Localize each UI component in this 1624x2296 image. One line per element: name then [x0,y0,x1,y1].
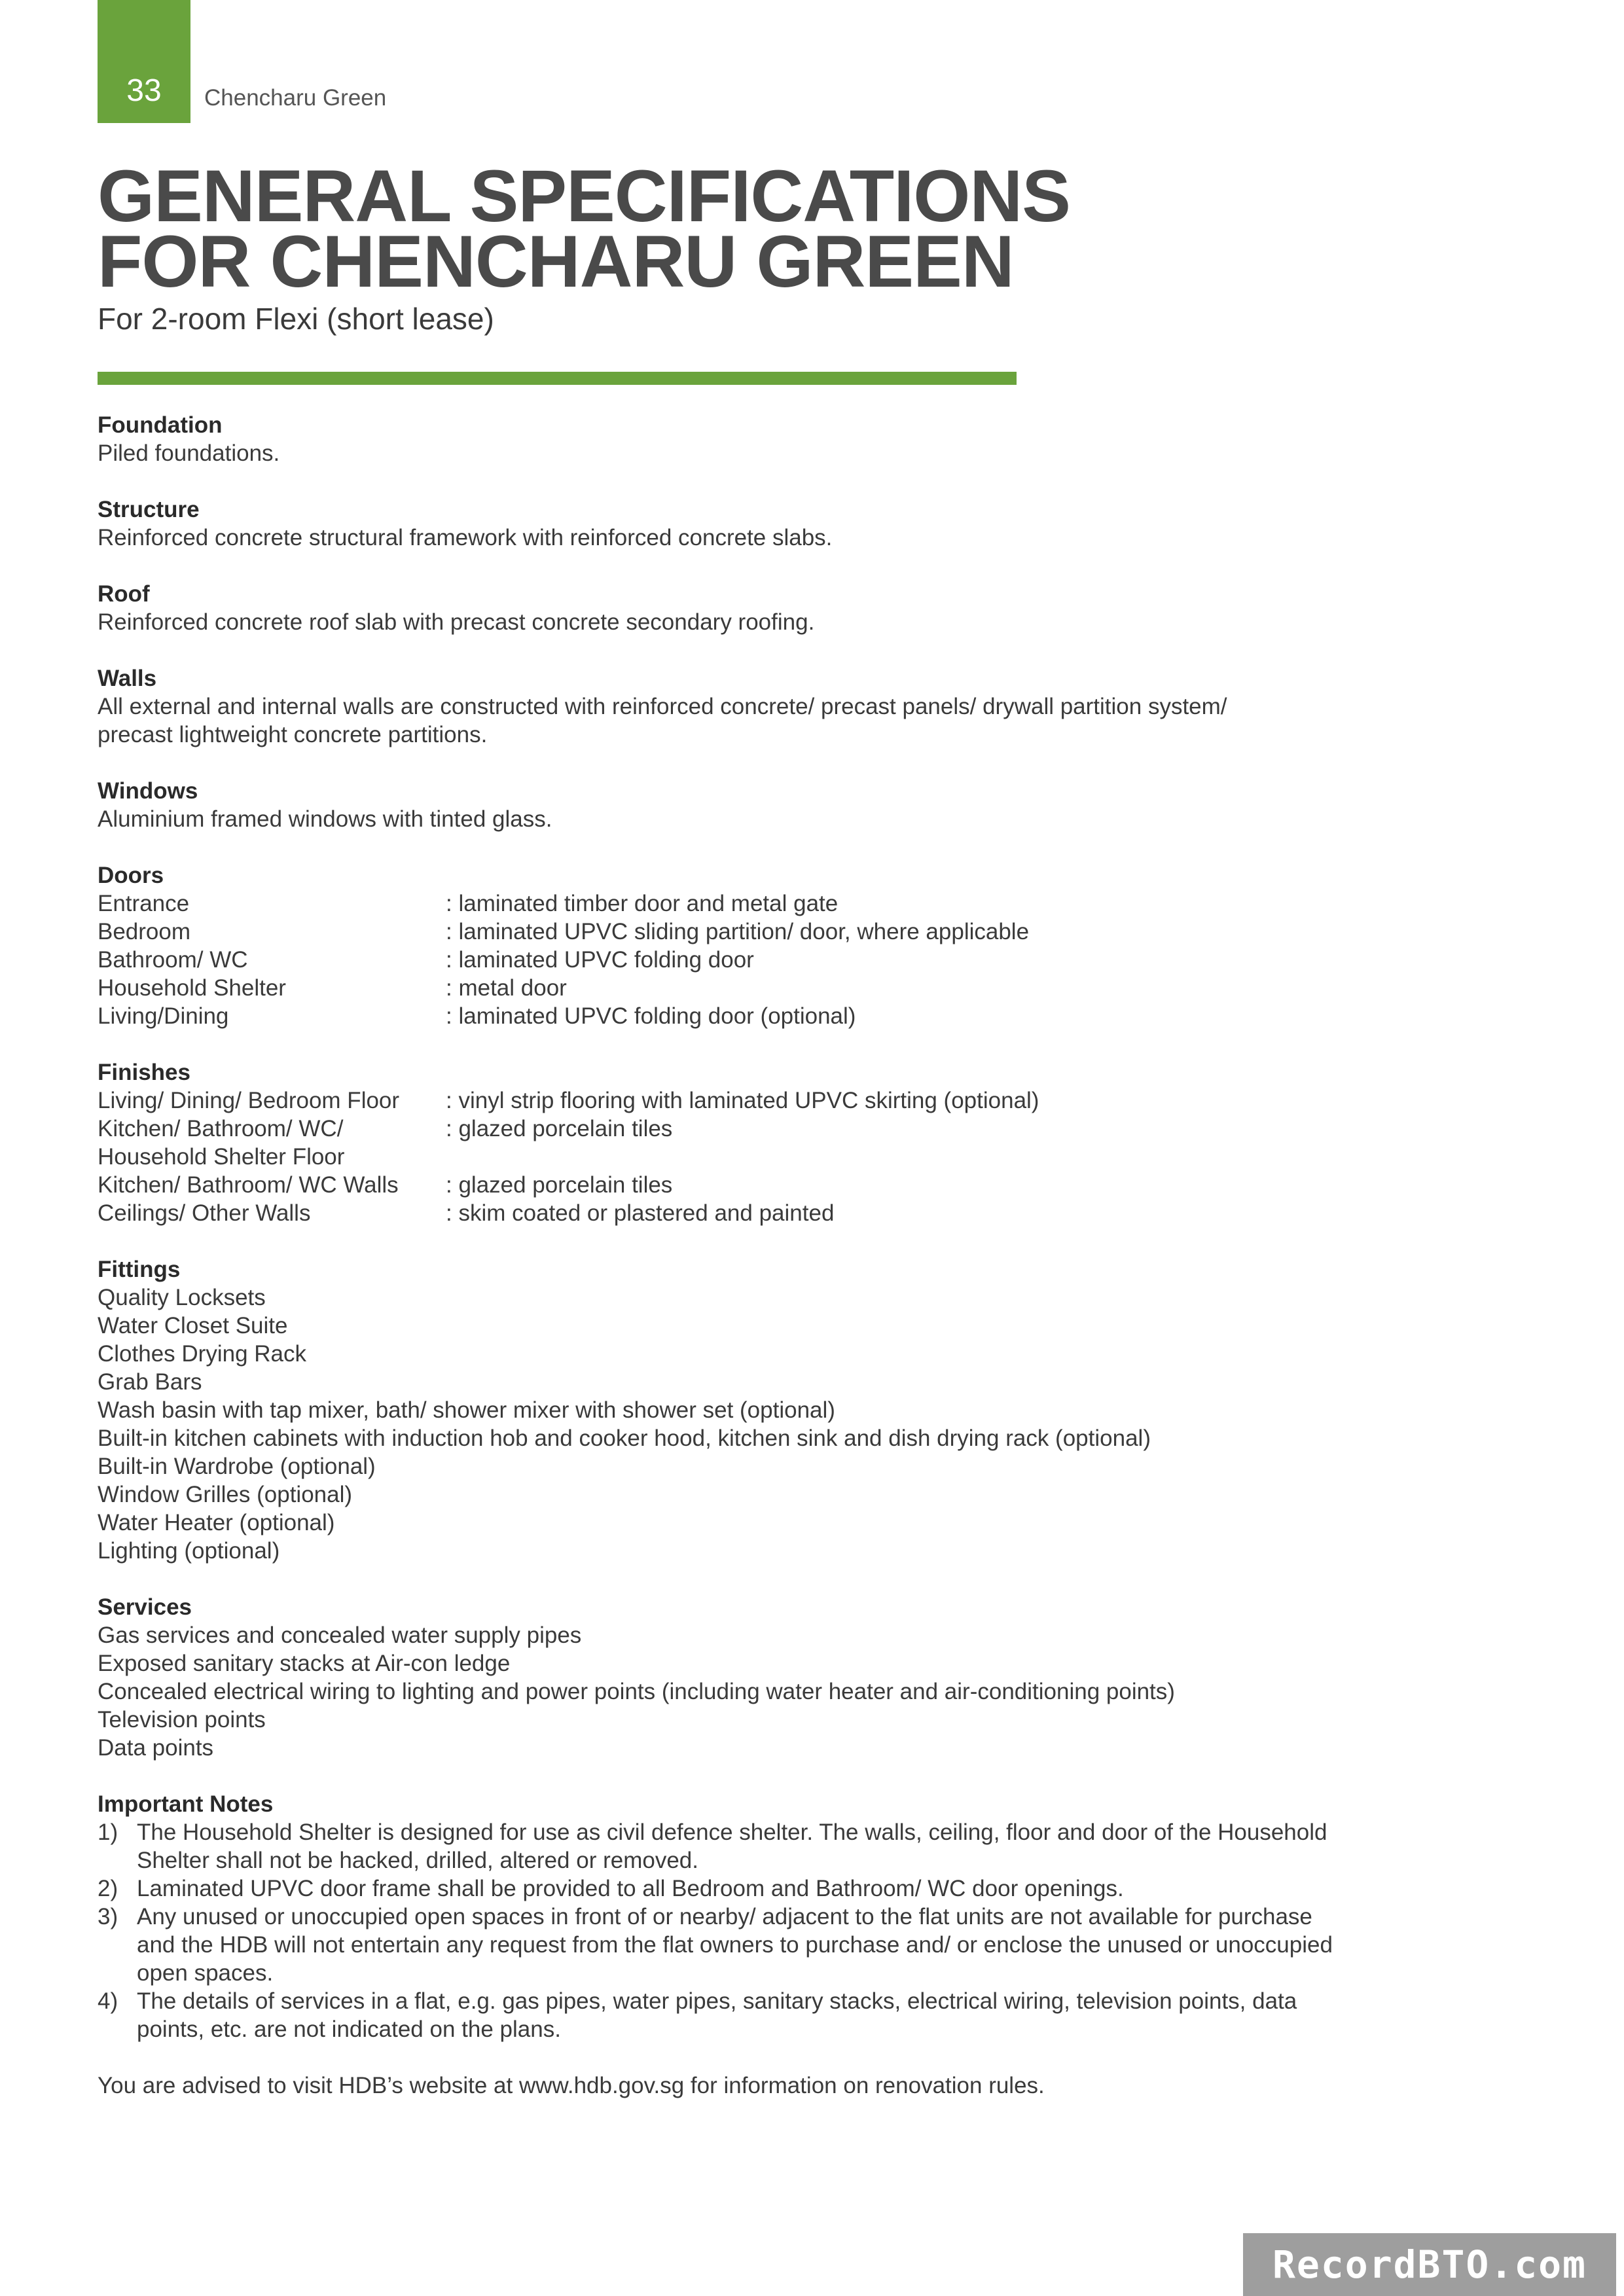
spec-value: : metal door [446,975,567,1001]
list-item: Concealed electrical wiring to lighting and power points (including water heater and air-conditioning points) [98,1679,1175,1704]
note-text: Laminated UPVC door frame shall be provided to all Bedroom and Bathroom/ WC door openings. [137,1876,1124,1901]
note-number: 4) [98,1988,118,2014]
note-number: 2) [98,1876,118,1901]
spec-row [98,1002,1407,1030]
note-item [98,1987,1407,2043]
important-notes-section [98,1790,1407,2043]
section-text-line: All external and internal walls are constructed with reinforced concrete/ precast panels/ drywall partition system/ [98,694,1227,719]
page-number-tab [98,0,190,123]
note-text: The Household Shelter is designed for use as civil defence shelter. The walls, ceiling, floor and door of the Household Shelter shall not be hacked, drilled, altered or removed. [137,1820,1327,1873]
list-item: Clothes Drying Rack [98,1341,306,1367]
list-item: Gas services and concealed water supply pipes [98,1623,582,1648]
spec-label: Ceilings/ Other Walls [98,1200,311,1226]
list-item: Water Closet Suite [98,1313,288,1338]
spec-label: Living/ Dining/ Bedroom Floor [98,1088,400,1113]
section-text: Reinforced concrete structural framework with reinforced concrete slabs. [98,525,833,550]
specifications-body [98,411,1407,2100]
spec-value: : glazed porcelain tiles [446,1116,673,1141]
spec-row [98,1115,1407,1143]
spec-label: Kitchen/ Bathroom/ WC Walls [98,1172,399,1198]
section-heading: Foundation [98,412,223,438]
list-item: Water Heater (optional) [98,1510,335,1535]
page-title [98,155,1071,302]
finishes-section [98,1058,1407,1227]
note-item [98,1818,1407,1874]
services-section [98,1593,1407,1762]
spec-label: Bedroom [98,919,191,944]
spec-row [98,1086,1407,1115]
section-heading: Fittings [98,1257,181,1282]
spec-value [446,1143,1407,1171]
roof-section [98,580,1407,636]
note-number: 1) [98,1820,118,1845]
spec-value: : vinyl strip flooring with laminated UPVC skirting (optional) [446,1088,1039,1113]
list-item: Exposed sanitary stacks at Air-con ledge [98,1651,511,1676]
spec-row [98,1171,1407,1199]
title-divider [98,372,1017,385]
note-item [98,1903,1407,1987]
windows-section [98,777,1407,833]
spec-value: : skim coated or plastered and painted [446,1200,835,1226]
section-heading: Finishes [98,1060,190,1085]
section-heading: Services [98,1594,192,1620]
doors-section [98,861,1407,1030]
spec-value: : laminated UPVC folding door [446,947,754,973]
section-text: Aluminium framed windows with tinted glass. [98,806,552,832]
foundation-section [98,411,1407,467]
spec-label: Household Shelter Floor [98,1144,345,1170]
spec-value: : laminated UPVC sliding partition/ door, where applicable [446,919,1030,944]
section-text: Piled foundations. [98,440,280,466]
list-item: Wash basin with tap mixer, bath/ shower mixer with shower set (optional) [98,1397,835,1423]
spec-row [98,1143,1407,1171]
list-item: Lighting (optional) [98,1538,280,1564]
running-header-title: Chencharu Green [204,85,387,111]
page-subtitle: For 2-room Flexi (short lease) [98,302,494,336]
note-text: The details of services in a flat, e.g. gas pipes, water pipes, sanitary stacks, electrical wiring, television points, data points, etc. are not indicated on the plans. [137,1988,1297,2042]
spec-row [98,889,1407,918]
spec-row [98,974,1407,1002]
section-text: Reinforced concrete roof slab with precast concrete secondary roofing. [98,609,815,635]
page-title-line-1: GENERAL SPECIFICATIONS [98,155,1071,237]
spec-row [98,1199,1407,1227]
list-item: Window Grilles (optional) [98,1482,353,1507]
spec-label: Entrance [98,891,190,916]
note-text: Any unused or unoccupied open spaces in front of or nearby/ adjacent to the flat units are not available for purchase and the HDB will not entertain any request from the flat owners to purchase and/ or enclose the unused or unoccupied open spaces. [137,1904,1333,1986]
spec-value: : laminated timber door and metal gate [446,891,839,916]
note-number: 3) [98,1904,118,1929]
spec-row [98,946,1407,974]
watermark-text: RecordBTO.com [1272,2242,1587,2287]
list-item: Grab Bars [98,1369,202,1395]
spec-label: Bathroom/ WC [98,947,248,973]
section-heading: Walls [98,666,157,691]
list-item: Data points [98,1735,214,1761]
list-item: Built-in Wardrobe (optional) [98,1454,376,1479]
spec-label: Household Shelter [98,975,286,1001]
note-item [98,1874,1407,1903]
section-heading: Important Notes [98,1791,274,1817]
spec-label: Kitchen/ Bathroom/ WC/ [98,1116,344,1141]
structure-section [98,495,1407,552]
walls-section [98,664,1407,749]
section-heading: Doors [98,863,164,888]
spec-value: : glazed porcelain tiles [446,1172,673,1198]
spec-value: : laminated UPVC folding door (optional) [446,1003,856,1029]
section-text-line: precast lightweight concrete partitions. [98,722,488,747]
spec-row [98,918,1407,946]
list-item: Quality Locksets [98,1285,266,1310]
section-heading: Roof [98,581,150,607]
page-number: 33 [126,73,162,108]
page-title-line-2: FOR CHENCHARU GREEN [98,221,1014,302]
renovation-advice: You are advised to visit HDB’s website at www.hdb.gov.sg for information on renovation rules. [98,2073,1045,2098]
list-item: Television points [98,1707,266,1732]
spec-label: Living/Dining [98,1003,229,1029]
notes-list [98,1818,1407,2043]
watermark-badge [1243,2233,1616,2296]
section-heading: Windows [98,778,198,804]
list-item: Built-in kitchen cabinets with induction hob and cooker hood, kitchen sink and dish drying rack (optional) [98,1426,1151,1451]
section-heading: Structure [98,497,200,522]
fittings-section [98,1255,1407,1565]
